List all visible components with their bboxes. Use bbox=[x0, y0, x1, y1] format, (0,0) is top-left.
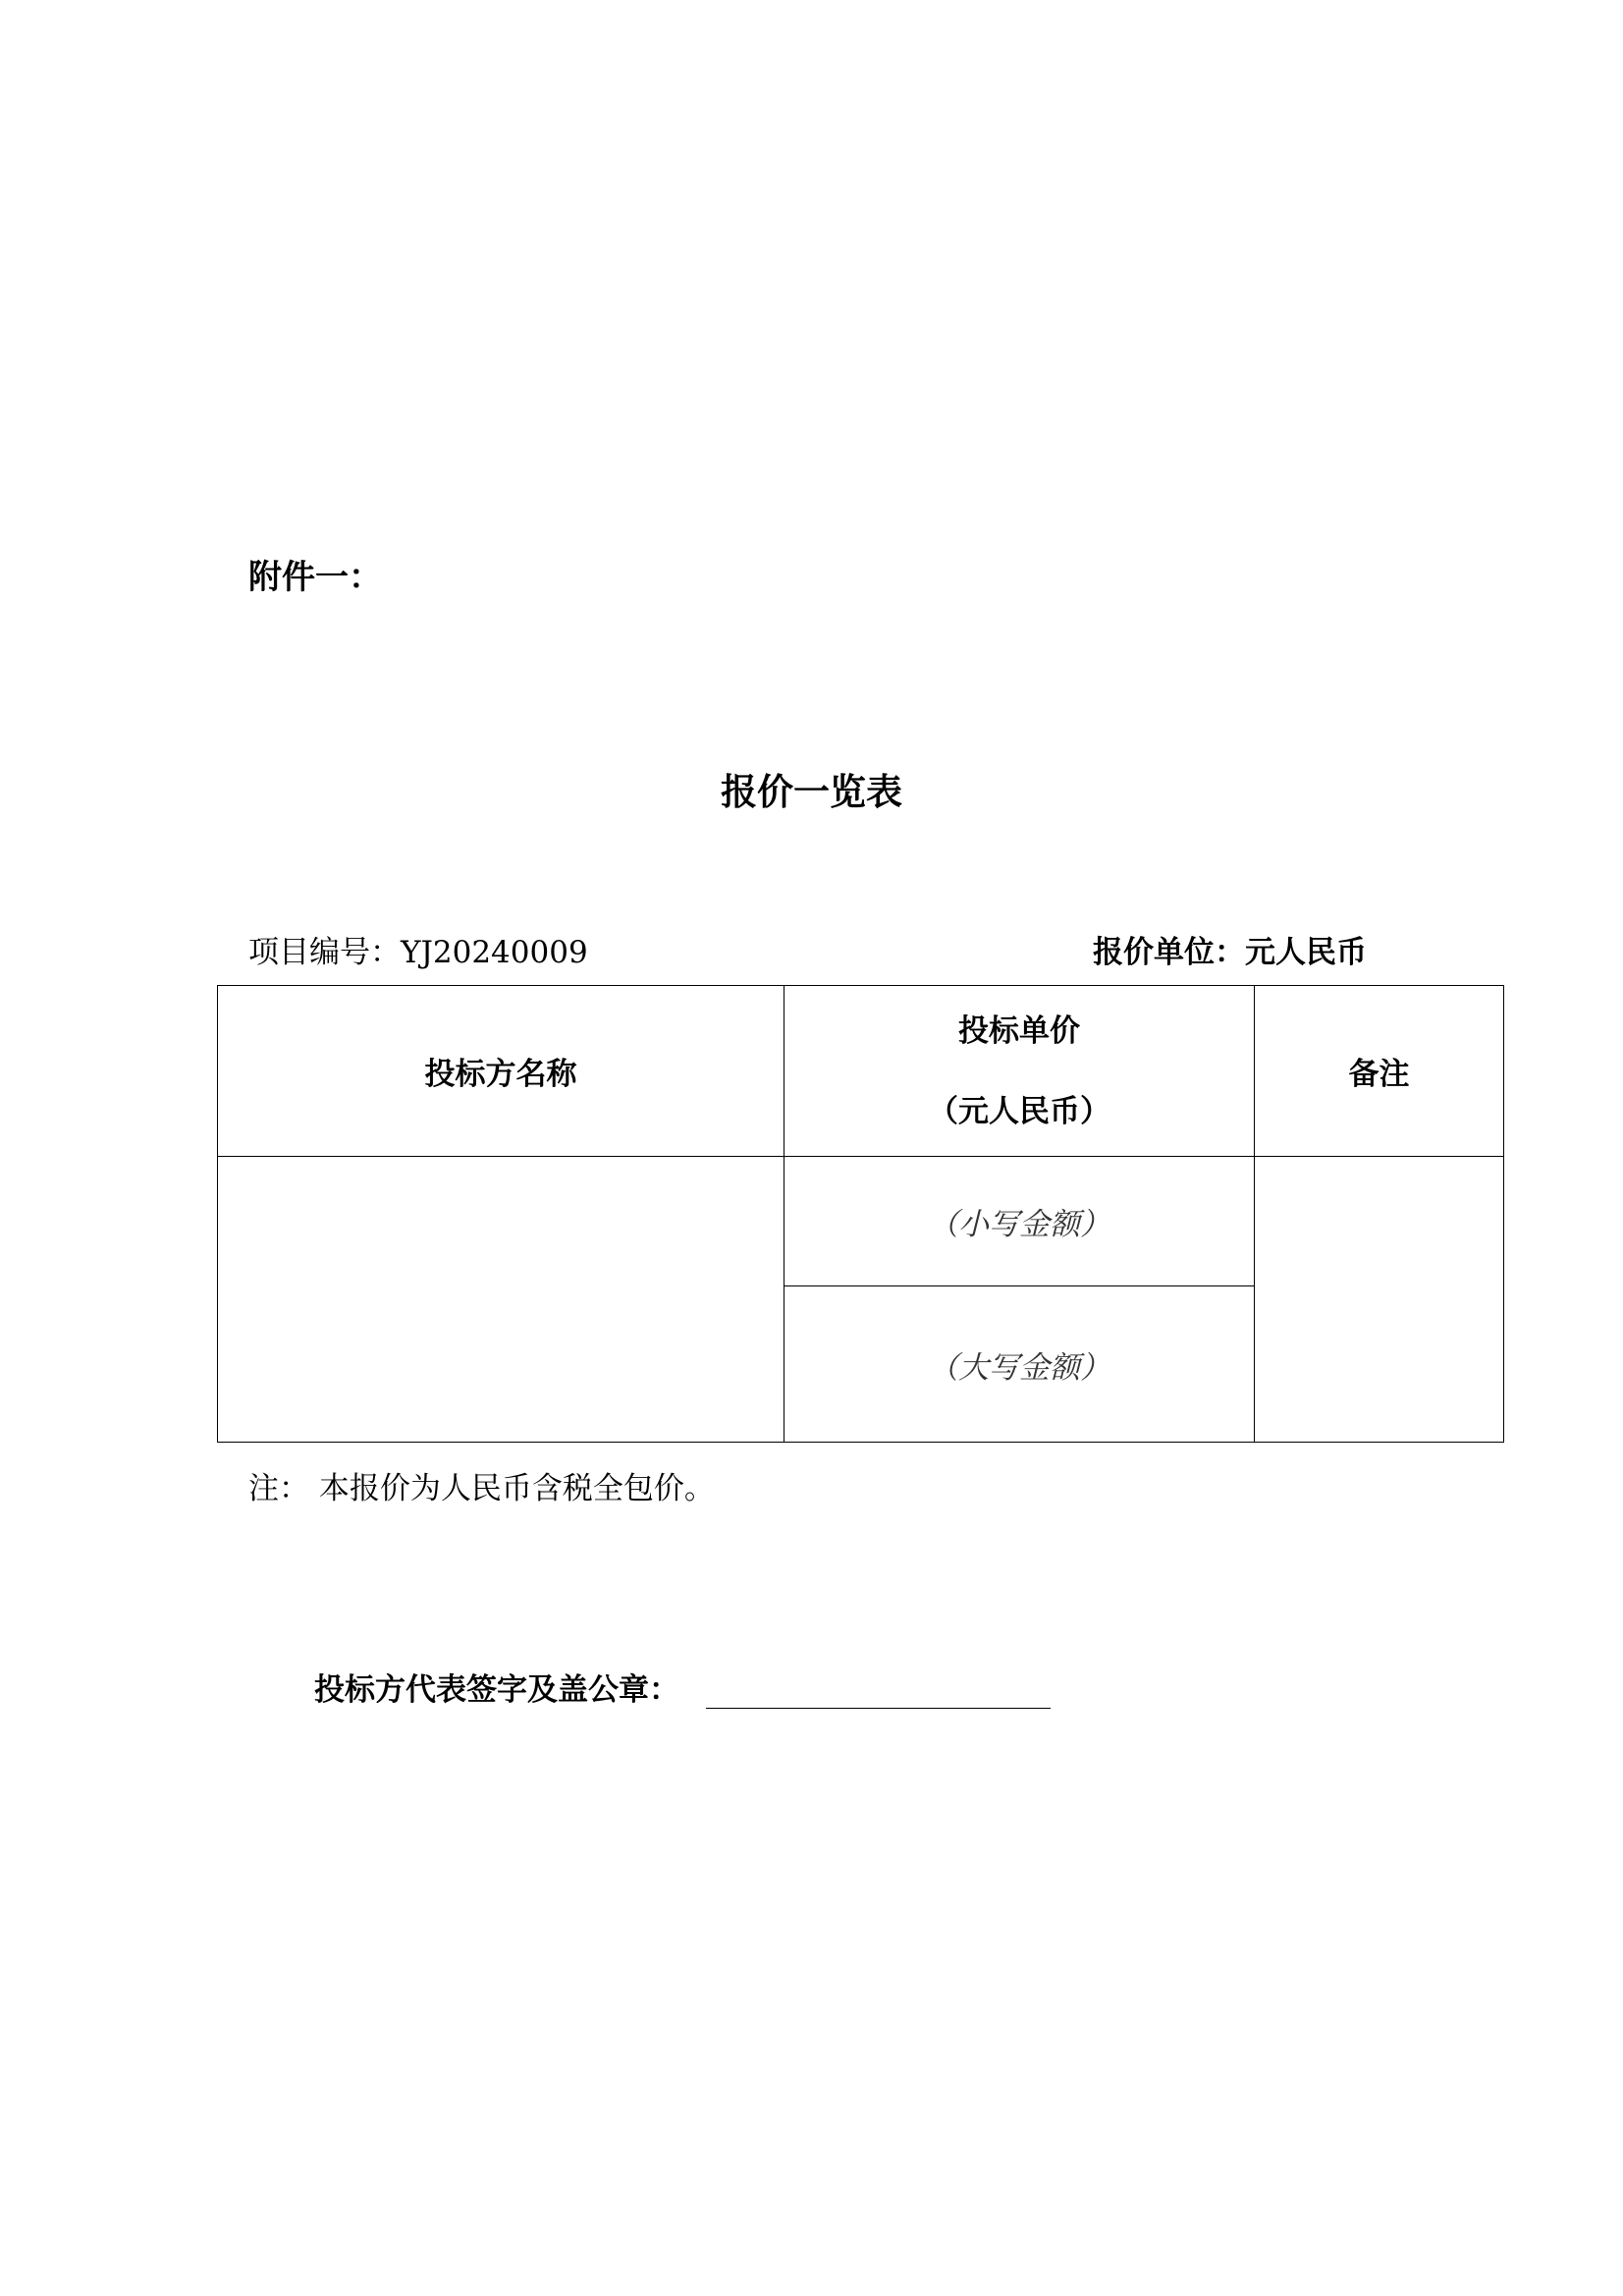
header-bidder-name: 投标方名称 bbox=[218, 986, 784, 1157]
table-row bbox=[218, 1157, 1504, 1286]
note-text: 注： 本报价为人民币含税全包价。 bbox=[248, 1471, 715, 1506]
header-remarks: 备注 bbox=[1255, 986, 1504, 1157]
header-unit-price-line1: 投标单价 bbox=[958, 1012, 1080, 1049]
table-header-row bbox=[218, 986, 1504, 1157]
quote-table bbox=[217, 985, 1504, 1443]
header-unit-price bbox=[784, 986, 1255, 1157]
bidder-name-cell[interactable] bbox=[218, 1157, 784, 1443]
amount-uppercase-cell[interactable]: （大写金额） bbox=[784, 1286, 1255, 1443]
amount-lowercase-cell[interactable]: （小写金额） bbox=[784, 1157, 1255, 1286]
price-unit: 报价单位：元人民币 bbox=[1093, 935, 1367, 970]
document-title: 报价一览表 bbox=[721, 770, 902, 813]
signature-line[interactable] bbox=[706, 1708, 1051, 1709]
header-unit-price-line2: （元人民币） bbox=[928, 1093, 1110, 1129]
project-number: 项目编号：YJ20240009 bbox=[248, 935, 588, 970]
attachment-label: 附件一： bbox=[248, 558, 382, 597]
signature-label: 投标方代表签字及盖公章： bbox=[314, 1672, 679, 1708]
remarks-cell[interactable] bbox=[1255, 1157, 1504, 1443]
